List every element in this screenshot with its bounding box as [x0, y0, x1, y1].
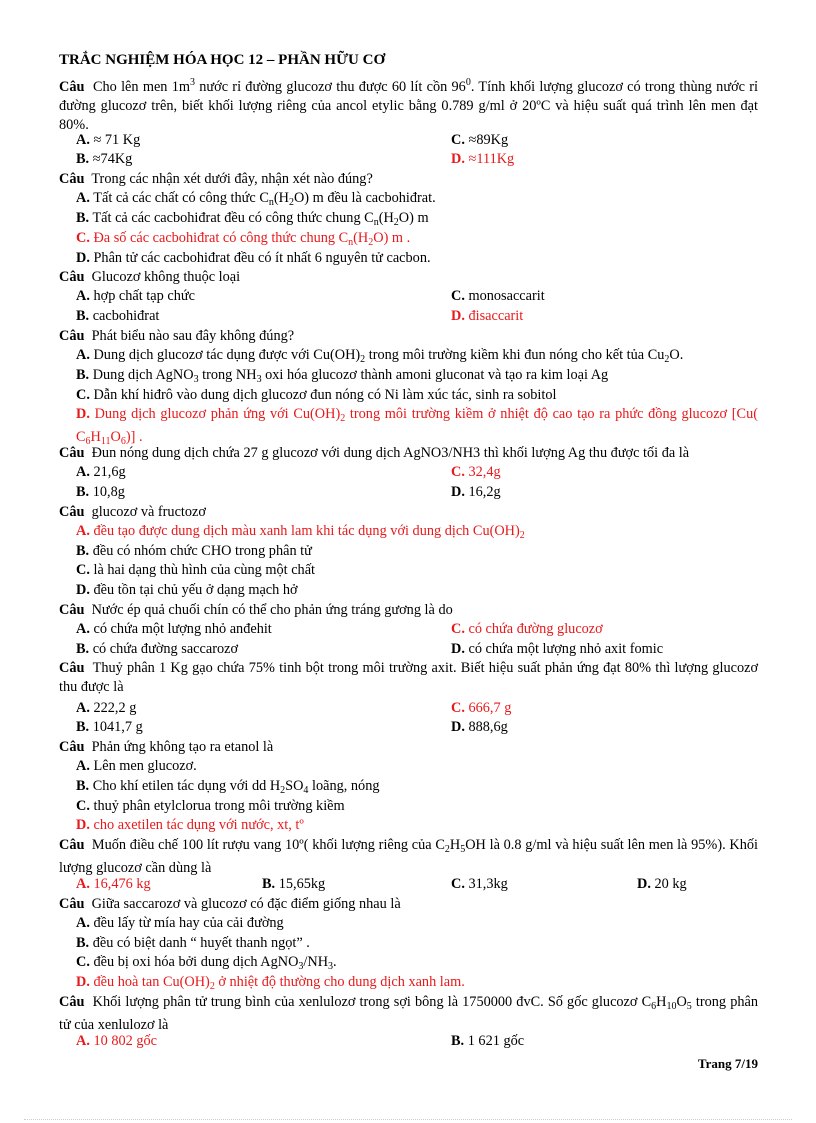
- question-9: Câu Phản ứng không tạo ra etanol là: [59, 739, 274, 755]
- q11-option-c: C. đều bị oxi hóa bởi dung dịch $AgNO_3/NH_3$.: [76, 954, 337, 972]
- q10-option-d: D. 20 kg: [637, 876, 687, 892]
- q6-option-a: A. đều tạo được dung dịch màu xanh lam khi tác dụng với dung dịch $Cu(OH)_2$: [76, 523, 525, 541]
- question-4: Câu Phát biểu nào sau đây không đúng?: [59, 328, 295, 344]
- question-7: Câu Nước ép quả chuối chín có thể cho phản ứng tráng gương là do: [59, 602, 453, 618]
- q7-option-d: D. có chứa một lượng nhỏ axit fomic: [451, 641, 664, 657]
- page-bottom-divider: [24, 1119, 792, 1120]
- q10-option-c: C. 31,3kg: [451, 876, 508, 892]
- q6-option-d: D. đều tồn tại chủ yếu ở dạng mạch hở: [76, 582, 298, 598]
- q10-option-b: B. 15,65kg: [262, 876, 326, 892]
- q5-option-b: B. 10,8g: [76, 484, 125, 500]
- q8-option-d: D. 888,6g: [451, 719, 508, 735]
- question-5: Câu Đun nóng dung dịch chứa 27 g glucozơ với dung dịch AgNO3/NH3 thì khối lượng Ag thu được tối đa là: [59, 445, 690, 461]
- q9-option-c: C. thuỷ phân etylclorua trong môi trường kiềm: [76, 798, 345, 814]
- q4-option-b: B. Dung dịch AgNO$_3$ trong $NH_3$ oxi hóa glucozơ thành amoni gluconat và tạo ra kim loại Ag: [76, 367, 609, 385]
- q1-option-d: D. ≈111Kg: [451, 151, 515, 167]
- q9-option-a: A. Lên men glucozơ.: [76, 758, 197, 774]
- q6-option-c: C. là hai dạng thù hình của cùng một chất: [76, 562, 316, 578]
- q3-option-b: B. cacbohiđrat: [76, 308, 160, 324]
- question-11: Câu Giữa saccarozơ và glucozơ có đặc điểm giống nhau là: [59, 896, 401, 912]
- q7-option-b: B. có chứa đường saccarozơ: [76, 641, 239, 657]
- page-number: Trang 7/19: [697, 1056, 758, 1071]
- question-12: Câu Khối lượng phân tử trung bình của xenlulozơ trong sợi bông là 1750000 đvC. Số gốc glucozơ $C_6H_{10}O_5$ trong phân tử của xenlulozơ là: [59, 994, 758, 1034]
- q8-option-a: A. 222,2 g: [76, 700, 137, 716]
- q1-option-a: A. ≈ 71 Kg: [76, 132, 141, 148]
- q7-option-c: C. có chứa đường glucozơ: [451, 621, 603, 637]
- q1-option-c: C. ≈89Kg: [451, 132, 509, 148]
- q8-option-b: B. 1041,7 g: [76, 719, 143, 735]
- q5-option-d: D. 16,2g: [451, 484, 501, 500]
- q6-option-b: B. đều có nhóm chức CHO trong phân tử: [76, 543, 312, 559]
- q3-option-d: D. đisaccarit: [451, 308, 524, 324]
- question-6: Câu glucozơ và fructozơ: [59, 504, 206, 520]
- question-2: Câu Trong các nhận xét dưới đây, nhận xét nào đúng?: [59, 171, 373, 187]
- q4-option-a: A. Dung dịch glucozơ tác dụng được với $Cu(OH)_2$ trong môi trường kiềm khi đun nóng cho kết tủa $Cu_2O$.: [76, 347, 684, 365]
- q4-option-c: C. Dẫn khí hiđrô vào dung dịch glucozơ đun nóng có Ni làm xúc tác, sinh ra sobitol: [76, 387, 557, 403]
- q2-option-d: D. Phân tử các cacbohiđrat đều có ít nhất 6 nguyên tử cacbon.: [76, 250, 431, 266]
- question-1: Câu Cho lên men $1m^3$ nước rỉ đường glucozơ thu được 60 lít cồn $96^0$. Tính khối lượng glucozơ có trong thùng nước rỉ đường glucozơ trên, biết khối lượng riêng của ancol etylic bằng 0.789 g/ml ở 20ºC và hiệu suất quá trình lên men đạt 80%.: [59, 77, 758, 134]
- q1-option-b: B. ≈74Kg: [76, 151, 133, 167]
- question-8: Câu Thuỷ phân 1 Kg gạo chứa 75% tinh bột trong môi trường axit. Biết hiệu suất phản ứng đạt 80% thì lượng glucozơ thu được là: [59, 660, 759, 696]
- q3-option-a: A. hợp chất tạp chức: [76, 288, 195, 304]
- question-3: Câu Glucozơ không thuộc loại: [59, 269, 241, 285]
- q11-option-d: D. đều hoà $\tan Cu(OH)_2$ ở nhiệt độ thường cho dung dịch xanh lam.: [76, 974, 465, 992]
- q9-option-b: B. Cho khí etilen tác dụng với dd $H_2SO_4$ loãng, nóng: [76, 778, 380, 796]
- question-10: Câu Muốn điều chế 100 lít rượu vang 10º( khối lượng riêng của $C_2H_5OH$ là 0.8 g/ml và hiệu suất lên men là 95%). Khối lượng glucozơ cần dùng là: [59, 837, 758, 877]
- q12-option-b: B. 1 621 gốc: [451, 1033, 525, 1049]
- q2-option-a: A. Tất cả các chất có công thức $C_n(H_2O)$ m đều là cacbohiđrat.: [76, 190, 436, 208]
- q2-option-c: C. Đa số các cacbohiđrat có công thức chung $C_n(H_2O)$ m .: [76, 230, 411, 248]
- q11-option-b: B. đều có biệt danh “ huyết thanh ngọt” .: [76, 935, 310, 951]
- q4-option-d: D. Dung dịch glucozơ phản ứng với $Cu(OH)_2$ trong môi trường kiềm ở nhiệt độ cao tạo ra phức đồng glucozơ [Cu( $C_6H_{11}O_6$)] .: [76, 406, 759, 448]
- q7-option-a: A. có chứa một lượng nhỏ anđehit: [76, 621, 272, 637]
- q11-option-a: A. đều lấy từ mía hay của cải đường: [76, 915, 284, 931]
- q8-option-c: C. 666,7 g: [451, 700, 512, 716]
- q5-option-a: A. 21,6g: [76, 464, 126, 480]
- q2-option-b: B. Tất cả các cacbohiđrat đều có công thức chung $C_n(H_2O)$ m: [76, 210, 429, 228]
- q12-option-a: A. 10 802 gốc: [76, 1033, 158, 1049]
- q9-option-d: D. cho axetilen tác dụng với nước, xt, tº: [76, 817, 304, 833]
- page-title: TRẮC NGHIỆM HÓA HỌC 12 – PHẦN HỮU CƠ: [59, 52, 386, 68]
- q3-option-c: C. monosaccarit: [451, 288, 545, 304]
- q10-option-a: A. 16,476 kg: [76, 876, 151, 892]
- q5-option-c: C. 32,4g: [451, 464, 501, 480]
